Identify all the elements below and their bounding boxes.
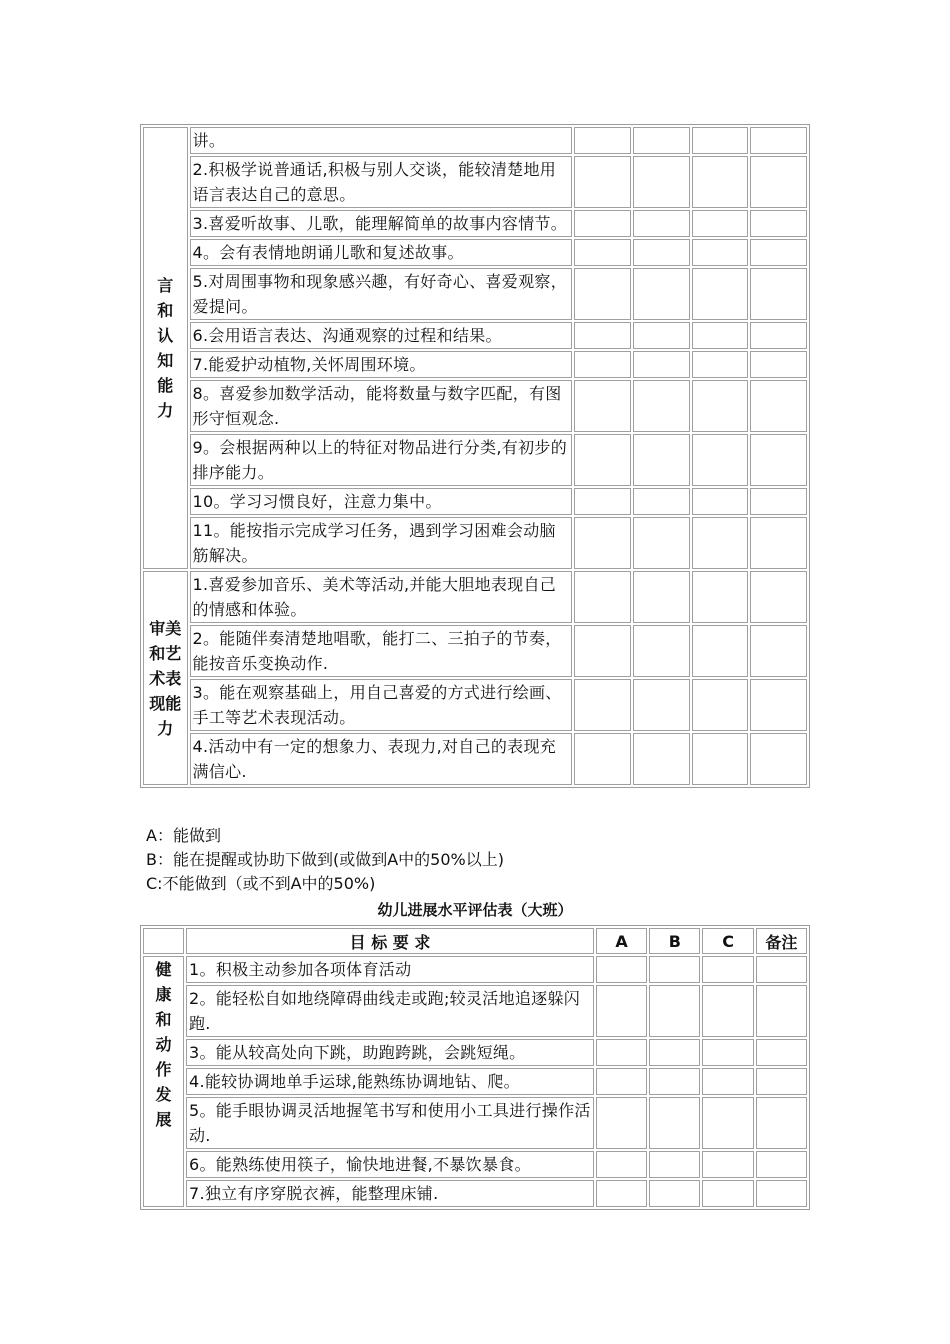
table-row — [143, 1151, 807, 1178]
rating-cell[interactable] — [692, 210, 749, 237]
header-a: A — [596, 928, 647, 954]
rating-cell[interactable] — [692, 733, 749, 785]
rating-cell[interactable] — [596, 1068, 647, 1095]
rating-cell[interactable] — [702, 1180, 753, 1207]
table-row — [143, 679, 807, 731]
rating-cell[interactable] — [756, 1180, 807, 1207]
rating-cell[interactable] — [574, 380, 631, 432]
rating-cell[interactable] — [633, 156, 690, 208]
rating-cell[interactable] — [692, 156, 749, 208]
rating-cell[interactable] — [574, 127, 631, 154]
table-row — [143, 434, 807, 486]
rating-cell[interactable] — [574, 625, 631, 677]
table2-title: 幼儿进展水平评估表（大班） — [377, 901, 573, 919]
rating-cell[interactable] — [702, 1039, 753, 1066]
goal-item: 6.会用语言表达、沟通观察的过程和结果。 — [190, 322, 573, 349]
rating-cell[interactable] — [702, 985, 753, 1037]
rating-cell[interactable] — [574, 268, 631, 320]
rating-cell[interactable] — [574, 434, 631, 486]
rating-cell[interactable] — [649, 956, 700, 983]
rating-cell[interactable] — [596, 1151, 647, 1178]
goal-item: 9。会根据两种以上的特征对物品进行分类,有初步的排序能力。 — [190, 434, 573, 486]
goal-item: 7.独立有序穿脱衣裤，能整理床铺. — [186, 1180, 594, 1207]
rating-cell[interactable] — [692, 488, 749, 515]
table-row — [143, 322, 807, 349]
goal-item: 4.活动中有一定的想象力、表现力,对自己的表现充满信心. — [190, 733, 573, 785]
rating-cell[interactable] — [574, 733, 631, 785]
rating-cell[interactable] — [750, 268, 807, 320]
table2-body — [143, 956, 807, 1207]
header-goal: 目 标 要 求 — [186, 928, 594, 954]
goal-item: 3.喜爱听故事、儿歌，能理解简单的故事内容情节。 — [190, 210, 573, 237]
rating-cell[interactable] — [649, 1180, 700, 1207]
rating-cell[interactable] — [750, 517, 807, 569]
goal-item: 5.对周围事物和现象感兴趣，有好奇心、喜爱观察，爱提问。 — [190, 268, 573, 320]
rating-cell[interactable] — [596, 985, 647, 1037]
goal-item: 10。学习习惯良好，注意力集中。 — [190, 488, 573, 515]
rating-cell[interactable] — [692, 517, 749, 569]
rating-cell[interactable] — [633, 322, 690, 349]
rating-cell[interactable] — [574, 351, 631, 378]
rating-cell[interactable] — [596, 956, 647, 983]
table-row — [143, 1097, 807, 1149]
goal-item: 3。能从较高处向下跳，助跑跨跳，会跳短绳。 — [186, 1039, 594, 1066]
rating-cell[interactable] — [692, 322, 749, 349]
rating-cell[interactable] — [692, 380, 749, 432]
table-row — [143, 156, 807, 208]
rating-cell[interactable] — [574, 488, 631, 515]
table-row — [143, 127, 807, 154]
category-label: 言 和 认 知 能 力 — [143, 127, 188, 569]
rating-cell[interactable] — [702, 956, 753, 983]
rating-cell[interactable] — [750, 210, 807, 237]
table-row — [143, 1180, 807, 1207]
table-row — [143, 1068, 807, 1095]
rating-cell[interactable] — [750, 434, 807, 486]
rating-cell[interactable] — [633, 239, 690, 266]
rating-cell[interactable] — [756, 1039, 807, 1066]
goal-item: 4.能较协调地单手运球,能熟练协调地钻、爬。 — [186, 1068, 594, 1095]
table2-header-row — [143, 928, 807, 954]
rating-cell[interactable] — [633, 679, 690, 731]
rating-cell[interactable] — [633, 210, 690, 237]
table-row — [143, 239, 807, 266]
table-row — [143, 571, 807, 623]
rating-cell[interactable] — [649, 1068, 700, 1095]
rating-cell[interactable] — [756, 1068, 807, 1095]
goal-item: 6。能熟练使用筷子，愉快地进餐,不暴饮暴食。 — [186, 1151, 594, 1178]
goal-item: 11。能按指示完成学习任务，遇到学习困难会动脑筋解决。 — [190, 517, 573, 569]
header-b: B — [649, 928, 700, 954]
rating-cell[interactable] — [692, 268, 749, 320]
rating-cell[interactable] — [633, 127, 690, 154]
rating-cell[interactable] — [692, 239, 749, 266]
goal-item: 2。能随伴奏清楚地唱歌，能打二、三拍子的节奏，能按音乐变换动作. — [190, 625, 573, 677]
rating-cell[interactable] — [692, 571, 749, 623]
goal-item: 4。会有表情地朗诵儿歌和复述故事。 — [190, 239, 573, 266]
rating-cell[interactable] — [633, 733, 690, 785]
goal-item: 讲。 — [190, 127, 573, 154]
goal-item: 5。能手眼协调灵活地握笔书写和使用小工具进行操作活动. — [186, 1097, 594, 1149]
table-row — [143, 517, 807, 569]
rating-cell[interactable] — [596, 1097, 647, 1149]
rating-cell[interactable] — [692, 127, 749, 154]
goal-item: 3。能在观察基础上，用自己喜爱的方式进行绘画、手工等艺术表现活动。 — [190, 679, 573, 731]
assessment-table-big-class — [140, 925, 810, 1210]
legend-b: B：能在提醒或协助下做到(或做到A中的50%以上) — [146, 850, 504, 869]
table-row — [143, 1039, 807, 1066]
rating-cell[interactable] — [574, 679, 631, 731]
legend-a: A：能做到 — [146, 826, 221, 845]
rating-cell[interactable] — [702, 1097, 753, 1149]
rating-cell[interactable] — [756, 956, 807, 983]
rating-cell[interactable] — [633, 571, 690, 623]
table-row — [143, 985, 807, 1037]
rating-cell[interactable] — [649, 1097, 700, 1149]
legend-c: C:不能做到（或不到A中的50%) — [146, 874, 376, 893]
table-row — [143, 351, 807, 378]
goal-item: 8。喜爱参加数学活动，能将数量与数字匹配，有图形守恒观念. — [190, 380, 573, 432]
rating-cell[interactable] — [750, 322, 807, 349]
assessment-table-continued — [140, 124, 810, 788]
rating-cell[interactable] — [574, 239, 631, 266]
table-row — [143, 268, 807, 320]
goal-item: 7.能爱护动植物,关怀周围环境。 — [190, 351, 573, 378]
rating-cell[interactable] — [574, 156, 631, 208]
table-row — [143, 625, 807, 677]
rating-cell[interactable] — [633, 517, 690, 569]
table1-body — [143, 127, 807, 785]
rating-cell[interactable] — [649, 1039, 700, 1066]
rating-cell[interactable] — [692, 434, 749, 486]
rating-cell[interactable] — [596, 1180, 647, 1207]
rating-cell[interactable] — [756, 985, 807, 1037]
rating-cell[interactable] — [596, 1039, 647, 1066]
rating-cell[interactable] — [750, 351, 807, 378]
rating-cell[interactable] — [649, 1151, 700, 1178]
rating-cell[interactable] — [633, 625, 690, 677]
table-row — [143, 733, 807, 785]
goal-item: 2。能轻松自如地绕障碍曲线走或跑;较灵活地追逐躲闪跑. — [186, 985, 594, 1037]
rating-cell[interactable] — [633, 380, 690, 432]
rating-cell[interactable] — [692, 625, 749, 677]
rating-cell[interactable] — [633, 488, 690, 515]
rating-cell[interactable] — [574, 210, 631, 237]
rating-cell[interactable] — [574, 517, 631, 569]
rating-cell[interactable] — [574, 571, 631, 623]
rating-cell[interactable] — [633, 268, 690, 320]
rating-cell[interactable] — [750, 380, 807, 432]
rating-cell[interactable] — [633, 351, 690, 378]
rating-cell[interactable] — [750, 733, 807, 785]
rating-cell[interactable] — [649, 985, 700, 1037]
rating-cell[interactable] — [750, 571, 807, 623]
rating-cell[interactable] — [702, 1151, 753, 1178]
rating-cell[interactable] — [756, 1151, 807, 1178]
rating-cell[interactable] — [633, 434, 690, 486]
table-row — [143, 488, 807, 515]
rating-cell[interactable] — [692, 679, 749, 731]
rating-cell[interactable] — [750, 127, 807, 154]
rating-cell[interactable] — [750, 156, 807, 208]
goal-item: 2.积极学说普通话,积极与别人交谈，能较清楚地用语言表达自己的意思。 — [190, 156, 573, 208]
goal-item: 1。积极主动参加各项体育活动 — [186, 956, 594, 983]
category-label: 健 康 和 动 作 发 展 — [143, 956, 184, 1207]
rating-cell[interactable] — [574, 322, 631, 349]
rating-cell[interactable] — [750, 679, 807, 731]
rating-cell[interactable] — [702, 1068, 753, 1095]
rating-cell[interactable] — [750, 488, 807, 515]
table-row — [143, 380, 807, 432]
rating-cell[interactable] — [750, 625, 807, 677]
table-row — [143, 956, 807, 983]
rating-cell[interactable] — [756, 1097, 807, 1149]
header-c: C — [702, 928, 753, 954]
category-label: 审美 和艺 术表 现能 力 — [143, 571, 188, 785]
table-row — [143, 210, 807, 237]
goal-item: 1.喜爱参加音乐、美术等活动,并能大胆地表现自己的情感和体验。 — [190, 571, 573, 623]
header-note: 备注 — [756, 928, 807, 954]
rating-cell[interactable] — [692, 351, 749, 378]
rating-cell[interactable] — [750, 239, 807, 266]
header-blank — [143, 928, 184, 954]
